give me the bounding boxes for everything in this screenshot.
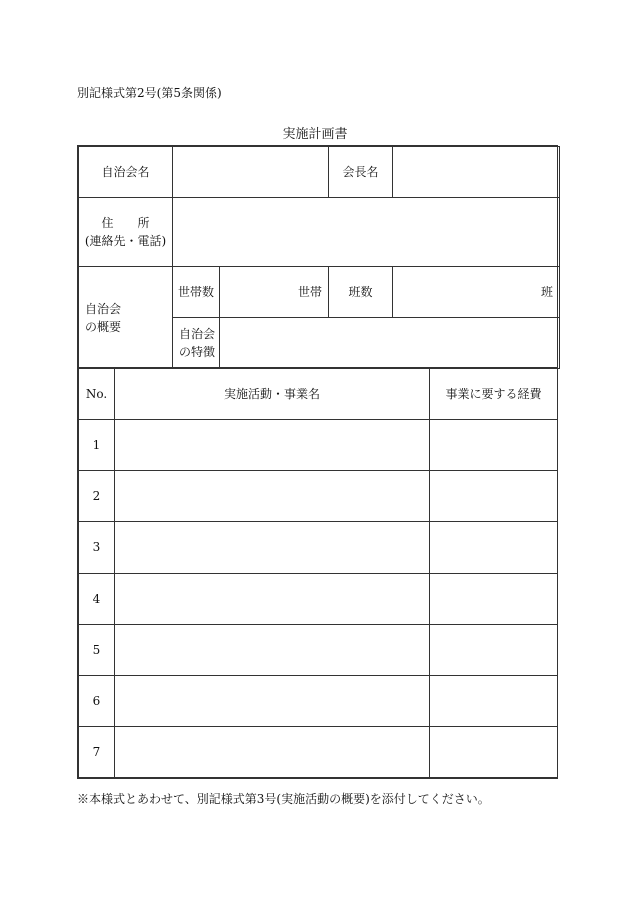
activity-name-field[interactable] <box>115 471 430 522</box>
overview-label-line1: 自治会 <box>85 301 122 316</box>
groups-label: 班数 <box>329 267 393 318</box>
features-label <box>173 318 220 369</box>
chair-name-label: 会長名 <box>329 147 393 198</box>
association-name-label: 自治会名 <box>79 147 173 198</box>
activity-cost-field[interactable] <box>430 420 558 471</box>
table-row <box>79 420 558 471</box>
row-number: 6 <box>79 675 115 726</box>
table-row <box>79 726 558 777</box>
activity-name-field[interactable] <box>115 522 430 573</box>
address-field[interactable] <box>173 198 560 267</box>
activity-name-field[interactable] <box>115 573 430 624</box>
row-number: 2 <box>79 471 115 522</box>
address-label-line1: 住 所 <box>101 216 150 230</box>
overview-label-line2: の概要 <box>85 319 122 334</box>
activity-name-field[interactable] <box>115 675 430 726</box>
table-row <box>79 522 558 573</box>
row-number: 5 <box>79 624 115 675</box>
groups-field[interactable] <box>393 267 560 318</box>
households-field[interactable] <box>220 267 329 318</box>
features-label-line1: 自治会 <box>179 327 216 341</box>
activity-cost-field[interactable] <box>430 522 558 573</box>
activity-name-field[interactable] <box>115 624 430 675</box>
activity-cost-field[interactable] <box>430 573 558 624</box>
activity-cost-field[interactable] <box>430 726 558 777</box>
col-name-header: 実施活動・事業名 <box>115 369 430 420</box>
households-unit: 世帯 <box>297 285 322 299</box>
activity-cost-field[interactable] <box>430 624 558 675</box>
overview-label <box>79 267 173 369</box>
table-row <box>79 624 558 675</box>
document-title: 実施計画書 <box>282 127 348 142</box>
row-number: 4 <box>79 573 115 624</box>
features-label-line2: の特徴 <box>179 345 216 359</box>
association-info-table <box>77 145 558 369</box>
activities-table <box>77 367 558 779</box>
activity-name-field[interactable] <box>115 726 430 777</box>
association-name-field[interactable] <box>173 147 329 198</box>
table-row <box>79 471 558 522</box>
form-id: 別記様式第2号(第5条関係) <box>77 86 222 100</box>
row-number: 1 <box>79 420 115 471</box>
table-row <box>79 675 558 726</box>
activity-cost-field[interactable] <box>430 675 558 726</box>
chair-name-field[interactable] <box>393 147 560 198</box>
activity-cost-field[interactable] <box>430 471 558 522</box>
address-label-line2: (連絡先・電話) <box>84 234 167 248</box>
footer-note: ※本様式とあわせて、別記様式第3号(実施活動の概要)を添付してください。 <box>77 792 490 806</box>
households-label: 世帯数 <box>173 267 220 318</box>
groups-unit: 班 <box>540 285 553 299</box>
address-label <box>79 198 173 267</box>
row-number: 7 <box>79 726 115 777</box>
features-field[interactable] <box>220 318 560 369</box>
row-number: 3 <box>79 522 115 573</box>
activity-name-field[interactable] <box>115 420 430 471</box>
table-row <box>79 573 558 624</box>
col-no-header: No. <box>79 369 115 420</box>
activities-header-row <box>79 369 558 420</box>
col-cost-header: 事業に要する経費 <box>430 369 558 420</box>
